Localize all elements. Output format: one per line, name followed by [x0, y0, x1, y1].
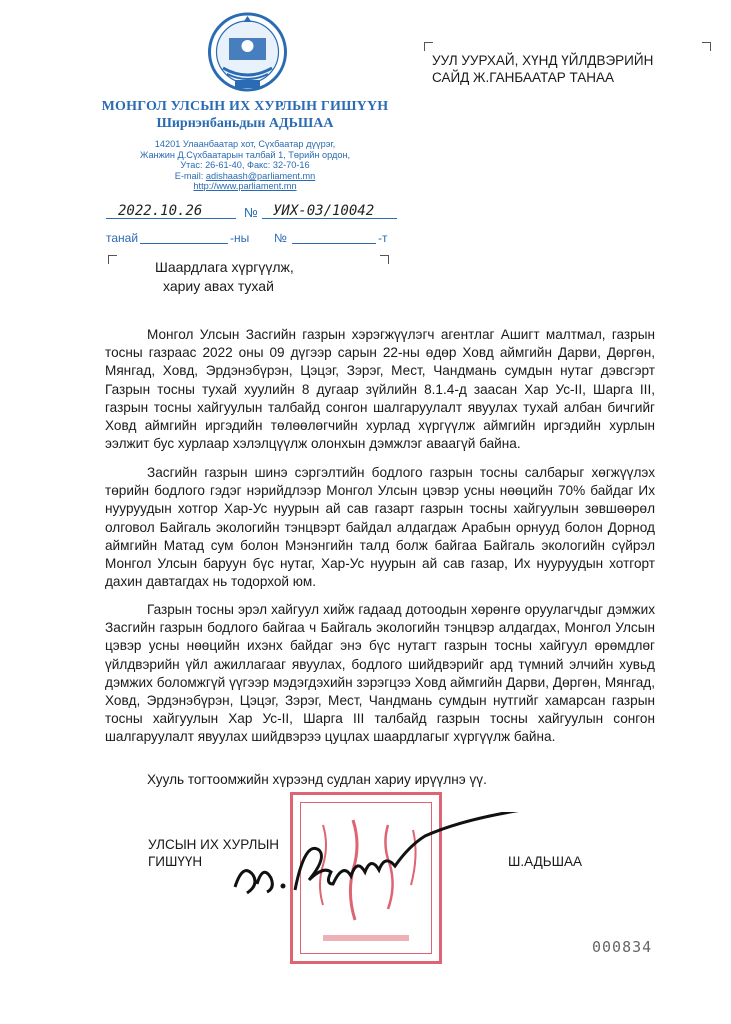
state-emblem-icon — [205, 10, 290, 98]
doc-number-underline — [262, 206, 397, 219]
ref-number-sign: № — [274, 231, 287, 245]
subject-block — [155, 258, 385, 296]
addressee-corner-left — [424, 42, 433, 51]
addressee-corner-right — [702, 42, 711, 51]
address-line-1: 14201 Улаанбаатар хот, Сүхбаатар дүүрэг, — [154, 139, 336, 149]
addressee-block — [432, 52, 702, 86]
body-paragraph-4: Хууль тогтоомжийн хүрээнд судлан хариу ирүүлнэ үү. — [147, 772, 487, 787]
phone-line: Утас: 26-61-40, Факс: 32-70-16 — [180, 160, 310, 171]
body-paragraph-2: Засгийн газрын шинэ сэргэлтийн бодлого газрын тосны салбарыг хөгжүүлэх төрийн бодлого гэдэг нэрийдлээр Монгол Улсын цэвэр усны нөөцийн 70% байдаг Их нууруудын хотгор Хар-Ус нуурын ай сав газарт газрын тосны хайгуулын зөвшөөрөл олговол Байгаль экологийн тэнцвэрт байдал алдагдаж Арабын орнууд болон Дорнод аймгийн Матад сум болон Мэнэнгийн талд болж байгаа Байгаль экологийн сүйрэл Монгол Улсын баруун бүс нутаг, Хар-Ус нуурын ай сав газар, Их нууруудын хотгорт дахин давтагдах нь тодорхой юм. — [105, 465, 655, 590]
ref-date-underline — [140, 231, 228, 244]
signatory-name: Ш.АДЬШАА — [508, 854, 582, 869]
ref-middle: -ны — [230, 231, 250, 245]
subject-line-1: Шаардлага хүргүүлж, — [155, 259, 294, 275]
ref-number-underline — [292, 231, 376, 244]
date-value: 2022.10.26 — [118, 203, 203, 219]
subject-line-2: хариу авах тухай — [163, 278, 274, 294]
website-link[interactable]: http://www.parliament.mn — [193, 181, 297, 192]
address-line-2: Жанжин Д.Сүхбаатарын талбай 1, Төрийн ордон, — [139, 149, 351, 160]
subject-corner-left — [108, 255, 117, 264]
body-paragraph-3: Газрын тосны эрэл хайгуул хийж гадаад дотоодын хөрөнгө оруулагчдыг дэмжих Засгийн газрын бодлого байгаа ч Байгаль экологийн тэнцвэр алдагдах, Монгол Улсын цэвэр усны нөөцийн ихэнх байдаг энэ бүс нутагт газрын тосны хайгуул өрөмдлөг үйлдвэрийн үйл ажиллагааг явуулах, бодлого шийдвэрийг ард түмний элчийн хувьд дэмжих боломжгүй үүгээр мэдэгдэхийн зэрэгцээ Ховд аймгийн Дарви, Дөргөн, Мянгад, Ховд, Эрдэнэбүрэн, Цэцэг, Зэрэг, Мест, Чандмань сумдын нутгийг хамарсан газрын тосны хайгуулын Хар Ус-II, Шарга III талбайд газрын тосны хайгуулын сонгон шалгаруулалт явуулах шийдвэрээ цуцлах шаардлагыг хүргүүлж байна. — [105, 602, 655, 745]
body-paragraph-1: Монгол Улсын Засгийн газрын хэрэгжүүлэгч агентлаг Ашигт малтмал, газрын тосны газраас 2022 оны 09 дүгээр сарын 22-ны өдөр Ховд аймгийн Дарви, Дөргөн, Мянгад, Ховд, Эрдэнэбүрэн, Цэцэг, Зэрэг, Мест, Чандмань сумдын нутаг дэвсгэрт Газрын тосны тухай хуулийн 8 дугаар зүйлийн 8.1.4-д заасан Хар Ус-II, Шарга III, газрын тосны хайгуулын талбайд сонгон шалгаруулалт явуулах тухай албан бичгийг Ховд аймгийн иргэдийн төлөөлөгчийн хурлад хүргүүлж аймгийн иргэдийн хурлын ээлжит бус хурлаар хэлэлцүүлж олонхын дэмжлэг аваагүй байна. — [105, 327, 655, 452]
addressee-line-2: САЙД Ж.ГАНБААТАР ТАНАА — [432, 70, 615, 85]
signature-title-line-1: УЛСЫН ИХ ХУРЛЫН — [148, 837, 280, 852]
member-name: Ширнэнбаньдын АДЬШАА — [156, 116, 334, 131]
addressee-line-1: УУЛ УУРХАЙ, ХҮНД ҮЙЛДВЭРИЙН — [432, 53, 654, 68]
email-line: E-mail: adishaash@parliament.mn — [174, 170, 316, 181]
document-serial-number: 000834 — [592, 938, 653, 956]
number-sign: № — [244, 205, 258, 220]
contact-block — [60, 139, 430, 192]
signature-title-line-2: ГИШҮҮН — [148, 854, 203, 869]
ref-prefix: танай — [106, 231, 139, 245]
org-name: МОНГОЛ УЛСЫН ИХ ХУРЛЫН ГИШҮҮН — [101, 99, 389, 114]
doc-number-value: УИХ-03/10042 — [273, 203, 375, 219]
email-link[interactable]: adishaash@parliament.mn — [205, 170, 316, 181]
date-underline — [106, 206, 236, 219]
ref-suffix: -т — [378, 231, 388, 245]
